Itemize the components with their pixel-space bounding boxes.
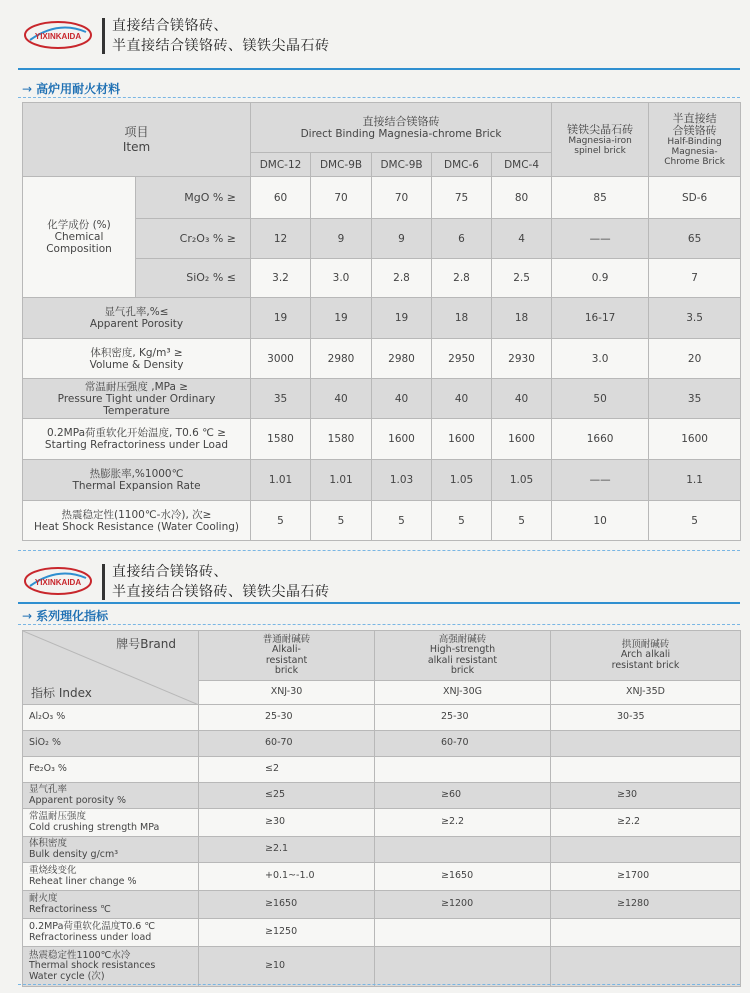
table-row — [23, 339, 741, 379]
table-cell — [23, 339, 251, 379]
cell-text: 牌号Brand — [116, 637, 176, 651]
table-cell: 2950 — [432, 339, 492, 379]
table-cell: 7 — [649, 259, 741, 298]
table-cell: 40 — [492, 379, 552, 419]
table-cell: 6 — [432, 219, 492, 259]
spec-table-1 — [22, 102, 741, 541]
cell-text: → — [22, 82, 33, 96]
table-row — [23, 783, 741, 809]
table-cell: 4 — [492, 219, 552, 259]
table-cell: 1600 — [649, 419, 741, 460]
table-cell: 18 — [492, 298, 552, 339]
cell-text: 常温耐压强度 ,MPa ≥ — [84, 380, 189, 393]
cell-text: Alkali- — [271, 644, 301, 655]
table-row — [23, 809, 741, 837]
cell-text: High-strength — [429, 644, 496, 655]
cell-text: Heat Shock Resistance (Water Cooling) — [34, 520, 240, 533]
group-header-spinel — [552, 103, 649, 177]
cell-text: Chrome Brick — [664, 156, 725, 167]
table-cell — [375, 919, 551, 947]
product-header — [375, 631, 551, 681]
table-row — [23, 757, 741, 783]
table-cell: XNJ-30 — [199, 681, 375, 705]
table-cell: DMC-4 — [492, 153, 552, 177]
table-cell: DMC-9B — [372, 153, 432, 177]
table-cell — [23, 379, 251, 419]
table-cell: 5 — [649, 501, 741, 541]
cell-text: Item — [122, 139, 151, 154]
table-row — [23, 419, 741, 460]
company-logo — [24, 20, 92, 50]
table-cell: 1600 — [372, 419, 432, 460]
cell-text: 镁铁尖晶石砖 — [567, 122, 634, 136]
table-row — [23, 460, 741, 501]
table-cell: 25-30 — [199, 705, 375, 731]
header-title: 直接结合镁铬砖、 半直接结合镁铬砖、镁铁尖晶石砖 — [112, 564, 330, 600]
svg-text:YIXINKAIDA: YIXINKAIDA — [34, 32, 82, 41]
table-row — [23, 298, 741, 339]
cell-text: brick — [450, 665, 475, 676]
table-cell: DMC-12 — [251, 153, 311, 177]
table-cell: 60-70 — [375, 731, 551, 757]
cell-text: 重烧线变化 — [29, 865, 77, 876]
table-cell: 40 — [311, 379, 372, 419]
cell-text: Thermal shock resistances — [29, 960, 156, 972]
table-cell: 3.0 — [552, 339, 649, 379]
table-row — [23, 379, 741, 419]
table-cell: 3000 — [251, 339, 311, 379]
table-cell: 16-17 — [552, 298, 649, 339]
table-cell: 2930 — [492, 339, 552, 379]
table-cell: 2.8 — [372, 259, 432, 298]
chemical-composition-label — [23, 177, 136, 298]
cell-text: 化学成份 (%) — [47, 219, 111, 231]
cell-text: Water cycle (次) — [29, 970, 105, 982]
table-cell: ≥30 — [199, 809, 375, 837]
table-cell: SiO₂ % ≤ — [136, 259, 251, 298]
table-cell: ≤2 — [199, 757, 375, 783]
table-cell: 3.0 — [311, 259, 372, 298]
table-cell — [23, 863, 199, 891]
cell-text: brick — [274, 665, 299, 676]
table-cell: 5 — [311, 501, 372, 541]
table-cell: 5 — [492, 501, 552, 541]
table-cell: 1.05 — [432, 460, 492, 501]
table-cell: 5 — [432, 501, 492, 541]
cell-text: Volume & Density — [89, 358, 184, 371]
table-cell: ≥2.2 — [375, 809, 551, 837]
cell-text: 热震稳定性(1100℃-水冷), 次≥ — [61, 508, 212, 521]
table-cell: 2980 — [372, 339, 432, 379]
table-cell: 1.01 — [251, 460, 311, 501]
cell-text: resistant brick — [611, 659, 680, 671]
table-cell: 60-70 — [199, 731, 375, 757]
cell-text: Fe₂O₃ % — [29, 763, 67, 775]
table-cell: 25-30 — [375, 705, 551, 731]
table-cell: 5 — [372, 501, 432, 541]
table-cell: 12 — [251, 219, 311, 259]
cell-text: resistant — [265, 654, 308, 666]
item-header — [23, 103, 251, 177]
table-cell — [551, 919, 741, 947]
table-cell — [23, 460, 251, 501]
table-cell: 1600 — [492, 419, 552, 460]
table-cell — [23, 705, 199, 731]
cell-text: Half-Binding — [667, 136, 722, 147]
cell-text: 0.2MPa荷重软化温度T0.6 ℃ — [29, 921, 156, 932]
table-cell: —— — [552, 460, 649, 501]
table-cell: 40 — [372, 379, 432, 419]
brand-index-header — [23, 631, 199, 705]
table-cell: 30-35 — [551, 705, 741, 731]
cell-text: Apparent Porosity — [89, 318, 184, 330]
cell-text: Al₂O₃ % — [29, 711, 66, 723]
table-row — [23, 891, 741, 919]
cell-text: Reheat liner change % — [29, 875, 137, 887]
cell-text: 体积密度, Kg/m³ ≥ — [90, 346, 183, 359]
table-cell — [23, 757, 199, 783]
cell-text: 拱顶耐碱砖 — [621, 638, 670, 650]
table-cell — [375, 837, 551, 863]
table-cell: 9 — [372, 219, 432, 259]
cell-text: Refractoriness under load — [29, 931, 152, 943]
table-cell: 70 — [372, 177, 432, 219]
product-header — [199, 631, 375, 681]
cell-text: 合镁铬砖 — [672, 123, 717, 137]
cell-text: Arch alkali — [620, 649, 671, 661]
table-cell — [23, 919, 199, 947]
table-cell — [551, 757, 741, 783]
table-row — [23, 919, 741, 947]
cell-text: Direct Binding Magnesia-chrome Brick — [300, 127, 502, 140]
cell-text: Refractoriness ℃ — [29, 903, 111, 915]
table-cell: XNJ-35D — [551, 681, 741, 705]
table-cell — [551, 837, 741, 863]
table-row — [23, 731, 741, 757]
table-cell — [375, 947, 551, 987]
table-cell — [23, 837, 199, 863]
table-cell: 65 — [649, 219, 741, 259]
table-cell: 1.01 — [311, 460, 372, 501]
table-cell: XNJ-30G — [375, 681, 551, 705]
table-cell — [23, 809, 199, 837]
cell-text: Bulk density g/cm³ — [29, 848, 119, 860]
table-cell — [551, 731, 741, 757]
table-cell — [23, 298, 251, 339]
table-cell: ≥1280 — [551, 891, 741, 919]
table-row — [23, 837, 741, 863]
cell-text: Composition — [46, 243, 112, 255]
table-cell: DMC-9B — [311, 153, 372, 177]
cell-text: 显气孔率 — [29, 784, 68, 795]
table-row — [23, 947, 741, 987]
cell-text: 半直接结 — [672, 111, 717, 125]
table-cell: 19 — [251, 298, 311, 339]
table-cell — [375, 757, 551, 783]
table-cell: Cr₂O₃ % ≥ — [136, 219, 251, 259]
company-logo — [24, 566, 92, 596]
cell-text: → — [22, 609, 33, 623]
table-row — [23, 177, 741, 219]
cell-text: 耐火度 — [29, 893, 58, 904]
cell-text: Chemical — [54, 231, 104, 243]
section-title-1 — [22, 80, 120, 97]
cell-text: 常温耐压强度 — [29, 811, 87, 822]
cell-text: 高强耐碱砖 — [438, 633, 487, 645]
cell-text: 直接结合镁铬砖 — [362, 114, 440, 128]
table-cell: ≥30 — [551, 783, 741, 809]
table-cell — [23, 947, 199, 987]
table-cell — [23, 501, 251, 541]
table-cell: 60 — [251, 177, 311, 219]
table-cell: 35 — [251, 379, 311, 419]
table-cell: 1.1 — [649, 460, 741, 501]
spec-table-2 — [22, 630, 741, 987]
cell-text: Magnesia-iron — [568, 135, 632, 146]
cell-text: Pressure Tight under Ordinary Temperature — [57, 392, 216, 417]
table-cell: 3.5 — [649, 298, 741, 339]
cell-text: 项目 — [124, 124, 149, 139]
cell-text: Thermal Expansion Rate — [72, 480, 201, 492]
table-cell: ≥1650 — [375, 863, 551, 891]
group-header-half — [649, 103, 741, 177]
table-cell: 2.5 — [492, 259, 552, 298]
table-cell: 1600 — [432, 419, 492, 460]
table-cell — [23, 731, 199, 757]
table-cell: 70 — [311, 177, 372, 219]
cell-text: 热震稳定性1100℃水冷 — [29, 949, 131, 961]
cell-text: SiO₂ % — [29, 737, 62, 749]
table-cell: 35 — [649, 379, 741, 419]
table-cell: 40 — [432, 379, 492, 419]
table-cell: ≥1200 — [375, 891, 551, 919]
cell-text: spinel brick — [574, 145, 626, 156]
table-cell: 20 — [649, 339, 741, 379]
table-cell: 0.9 — [552, 259, 649, 298]
table-cell — [23, 783, 199, 809]
table-cell: 18 — [432, 298, 492, 339]
table-cell: ≥1250 — [199, 919, 375, 947]
cell-text: 显气孔率,%≤ — [104, 306, 169, 318]
table-cell: DMC-6 — [432, 153, 492, 177]
table-cell: 10 — [552, 501, 649, 541]
table-cell: 1580 — [311, 419, 372, 460]
cell-text: 指标 Index — [31, 685, 92, 700]
cell-text: 体积密度 — [29, 838, 68, 849]
table-cell: 2.8 — [432, 259, 492, 298]
table-cell: 50 — [552, 379, 649, 419]
table-cell: 19 — [311, 298, 372, 339]
cell-text: Magnesia- — [671, 146, 718, 157]
cell-text: 普通耐碱砖 — [262, 633, 311, 645]
table-cell: 5 — [251, 501, 311, 541]
table-cell: 3.2 — [251, 259, 311, 298]
page-header — [0, 10, 750, 58]
svg-text:YIXINKAIDA: YIXINKAIDA — [34, 578, 82, 587]
table-cell: 1660 — [552, 419, 649, 460]
table-cell: 80 — [492, 177, 552, 219]
table-cell: ≥1700 — [551, 863, 741, 891]
table-cell: 75 — [432, 177, 492, 219]
cell-text: 系列理化指标 — [36, 609, 109, 623]
cell-text: 高炉用耐火材料 — [36, 82, 121, 96]
table-cell: 19 — [372, 298, 432, 339]
cell-text: 0.2MPa荷重软化开始温度, T0.6 ℃ ≥ — [46, 427, 227, 439]
table-cell: 1580 — [251, 419, 311, 460]
table-cell: 9 — [311, 219, 372, 259]
table-cell: 2980 — [311, 339, 372, 379]
table-cell: ≥1650 — [199, 891, 375, 919]
cell-text: Apparent porosity % — [29, 794, 127, 806]
table-cell: 1.05 — [492, 460, 552, 501]
table-row — [23, 863, 741, 891]
table-cell: —— — [552, 219, 649, 259]
cell-text: Cold crushing strength MPa — [29, 821, 160, 833]
table-cell — [23, 891, 199, 919]
table-cell: ≥60 — [375, 783, 551, 809]
cell-text: 热膨胀率,%1000℃ — [89, 468, 184, 480]
header-title: 直接结合镁铬砖、 半直接结合镁铬砖、镁铁尖晶石砖 — [112, 18, 330, 54]
product-header — [551, 631, 741, 681]
table-cell: 1.03 — [372, 460, 432, 501]
table-cell: ≥10 — [199, 947, 375, 987]
table-row — [23, 705, 741, 731]
table-cell: +0.1~-1.0 — [199, 863, 375, 891]
table-cell: ≥2.1 — [199, 837, 375, 863]
table-cell: 85 — [552, 177, 649, 219]
section-title-2 — [22, 607, 108, 624]
table-cell: ≥2.2 — [551, 809, 741, 837]
table-row — [23, 501, 741, 541]
table-cell: MgO % ≥ — [136, 177, 251, 219]
table-cell — [23, 419, 251, 460]
table-cell: SD-6 — [649, 177, 741, 219]
table-cell — [551, 947, 741, 987]
cell-text: alkali resistant — [427, 654, 498, 666]
table-cell: ≤25 — [199, 783, 375, 809]
page-header-2 — [0, 556, 750, 604]
group-header-direct — [251, 103, 552, 153]
cell-text: Starting Refractoriness under Load — [44, 439, 229, 451]
